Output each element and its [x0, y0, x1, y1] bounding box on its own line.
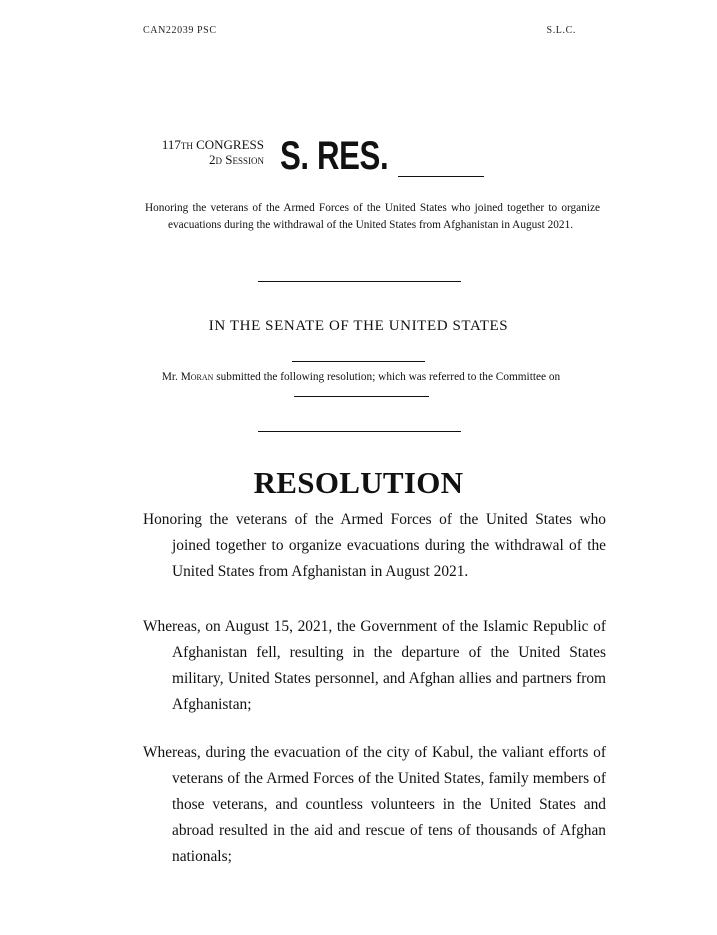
whereas-clause: Whereas, during the evacuation of the city of Kabul, the valiant efforts of veterans of the Armed Forces of the United States, family members of those veterans, and countless volunteers in the United States and abroad resulted in the aid and rescue of tens of thousands of Afghan nationals; [143, 744, 606, 865]
document-id: CAN22039 PSC [143, 25, 217, 36]
short-rule [292, 361, 425, 362]
resolution-number-blank [398, 176, 484, 177]
sponsor-name: Moran [180, 371, 214, 383]
document-code: S.L.C. [546, 25, 576, 36]
chamber-heading: IN THE SENATE OF THE UNITED STATES [208, 318, 509, 334]
summary-paragraph: Honoring the veterans of the Armed Forces of the United States who joined together to organize evacuations during the withdrawal of the United States from Afghanistan in August 2021. [145, 202, 600, 231]
submission-text: submitted the following resolution; which was referred to the Committee on [216, 371, 561, 383]
document-type-heading: RESOLUTION [253, 465, 464, 500]
whereas-clause: Whereas, on August 15, 2021, the Government of the Islamic Republic of Afghanistan fell, resulting in the departure of the United States military, United States personnel, and Afghan allies and partners from Afghanistan; [143, 618, 606, 713]
resolution-title-paragraph: Honoring the veterans of the Armed Forces of the United States who joined together to organize evacuations during the withdrawal of the United States from Afghanistan in August 2021. [143, 511, 606, 580]
congress-number: 117th CONGRESS [161, 137, 264, 152]
divider-rule [258, 281, 461, 282]
divider-rule-2 [258, 431, 461, 432]
congress-block [130, 137, 264, 167]
bill-type-heading: S. RES. [280, 134, 389, 178]
sponsor-prefix: Mr. [161, 371, 178, 383]
session-label: 2d Session [209, 152, 264, 167]
submission-paragraph [145, 369, 577, 403]
committee-blank [294, 388, 429, 397]
